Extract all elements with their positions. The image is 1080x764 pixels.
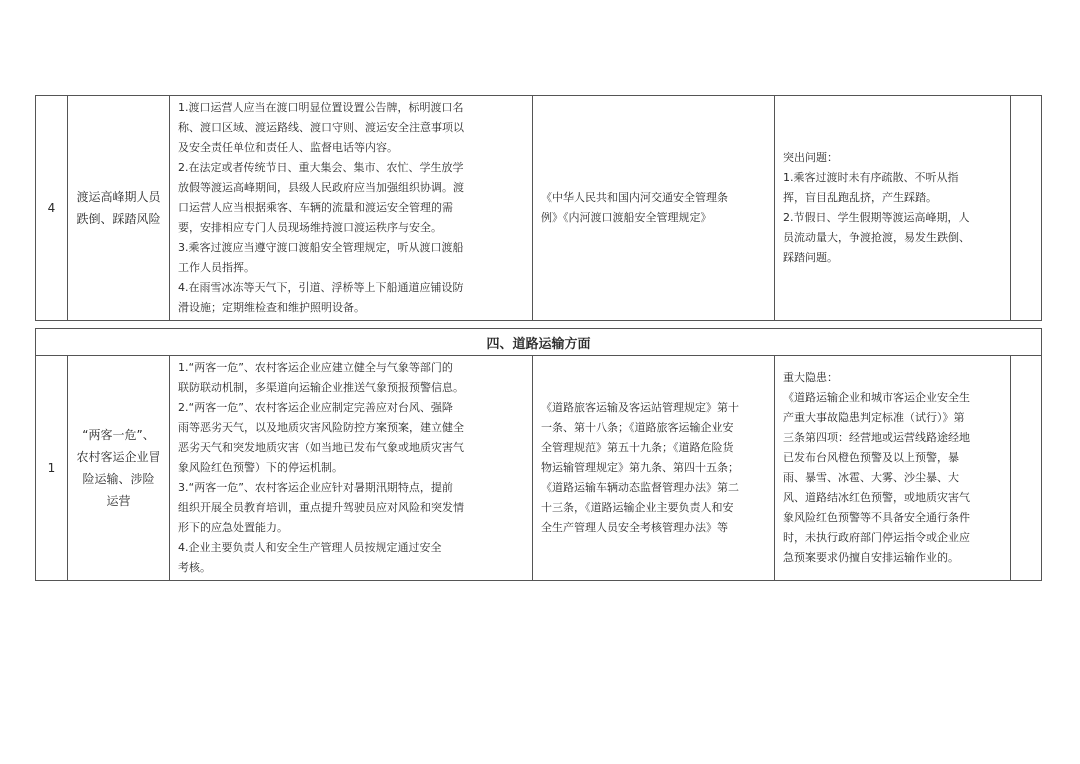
basis-cell [533,356,775,581]
text-line: 2.节假日、学生假期等渡运高峰期，人 [783,211,970,224]
text-line: 一条、第十八条；《道路旅客运输企业安 [541,421,734,434]
text-line: 形下的应急处置能力。 [178,521,288,534]
table-row [36,96,1042,321]
text-line: 及安全责任单位和责任人、监督电话等内容。 [178,141,398,154]
text-line: 2.在法定或者传统节日、重大集会、集市、农忙、学生放学 [178,161,464,174]
text-line: 1.“两客一危”、农村客运企业应建立健全与气象等部门的 [178,361,453,374]
rectification-table-upper [35,95,1042,321]
text-line: 1.乘客过渡时未有序疏散、不听从指 [783,171,959,184]
text-line: 象风险红色预警等不具备安全通行条件 [783,511,970,524]
text-line: 时，未执行政府部门停运指令或企业应 [783,531,970,544]
text-line: 物运输管理规定》第九条、第四十五条； [541,461,739,474]
text-line: 3.乘客过渡应当遵守渡口渡船安全管理规定，听从渡口渡船 [178,241,464,254]
text-line: 4.在雨雪冰冻等天气下，引道、浮桥等上下船通道应铺设防 [178,281,464,294]
text-line: 滑设施；定期维检查和维护照明设备。 [178,301,365,314]
issues-cell [775,96,1011,321]
text-line: 农村客运企业冒 [76,450,161,464]
remarks-cell [1011,356,1042,581]
text-line: 称、渡口区域、渡运路线、渡口守则、渡运安全注意事项以 [178,121,464,134]
text-line: 员流动量大，争渡抢渡，易发生跌倒、 [783,231,970,244]
text-line: 例》《内河渡口渡船安全管理规定》 [541,211,712,224]
text-line: “两客一危”、 [82,428,155,442]
text-line: 《道路运输企业和城市客运企业安全生 [783,391,970,404]
text-line: 风、道路结冰红色预警，或地质灾害气 [783,491,970,504]
table-row [36,356,1042,581]
text-line: 口运营人应当根据乘客、车辆的流量和渡运安全管理的需 [178,201,453,214]
issues-cell [775,356,1011,581]
remarks-cell [1011,96,1042,321]
text-line: 已发布台风橙色预警及以上预警，暴 [783,451,959,464]
text-line: 1.渡口运营人应当在渡口明显位置设置公告牌，标明渡口名 [178,101,464,114]
road-transport-table [35,328,1042,581]
text-line: 险运输、涉险 [82,472,155,486]
text-line: 恶劣天气和突发地质灾害（如当地已发布气象或地质灾害气 [178,441,464,454]
text-line: 急预案要求仍擅自安排运输作业的。 [783,551,959,564]
text-line: 三条第四项：经营地或运营线路途经地 [783,431,970,444]
text-line: 《道路旅客运输及客运站管理规定》第十 [541,401,739,414]
text-line: 突出问题： [783,151,838,164]
hazard-cell [68,96,170,321]
text-line: 踩踏问题。 [783,251,838,264]
text-line: 联防联动机制，多渠道向运输企业推送气象预报预警信息。 [178,381,464,394]
text-line: 工作人员指挥。 [178,261,255,274]
text-line: 运营 [106,494,131,508]
text-line: 4.企业主要负责人和安全生产管理人员按规定通过安全 [178,541,442,554]
text-line: 2.“两客一危”、农村客运企业应制定完善应对台风、强降 [178,401,453,414]
text-line: 全管理规范》第五十九条；《道路危险货 [541,441,734,454]
text-line: 要，安排相应专门人员现场维持渡口渡运秩序与安全。 [178,221,442,234]
text-line: 全生产管理人员安全考核管理办法》等 [541,521,728,534]
row-number: 4 [36,96,68,321]
text-line: 考核。 [178,561,211,574]
text-line: 渡运高峰期人员 [76,190,161,204]
measures-cell [170,356,533,581]
measures-cell [170,96,533,321]
text-line: 放假等渡运高峰期间，县级人民政府应当加强组织协调。渡 [178,181,464,194]
basis-cell [533,96,775,321]
text-line: 重大隐患： [783,371,838,384]
text-line: 组织开展全员教育培训，重点提升驾驶员应对风险和突发情 [178,501,464,514]
text-line: 《中华人民共和国内河交通安全管理条 [541,191,728,204]
section-title: 四、道路运输方面 [36,329,1042,356]
text-line: 雨、暴雪、冰雹、大雾、沙尘暴、大 [783,471,959,484]
text-line: 3.“两客一危”、农村客运企业应针对暑期汛期特点，提前 [178,481,453,494]
row-number: 1 [36,356,68,581]
text-line: 跌倒、踩踏风险 [76,212,161,226]
text-line: 象风险红色预警）下的停运机制。 [178,461,343,474]
text-line: 挥，盲目乱跑乱挤，产生踩踏。 [783,191,937,204]
text-line: 十三条，《道路运输企业主要负责人和安 [541,501,734,514]
hazard-cell [68,356,170,581]
text-line: 产重大事故隐患判定标准（试行）》第 [783,411,965,424]
text-line: 《道路运输车辆动态监督管理办法》第二 [541,481,739,494]
text-line: 雨等恶劣天气，以及地质灾害风险防控方案预案，建立健全 [178,421,464,434]
